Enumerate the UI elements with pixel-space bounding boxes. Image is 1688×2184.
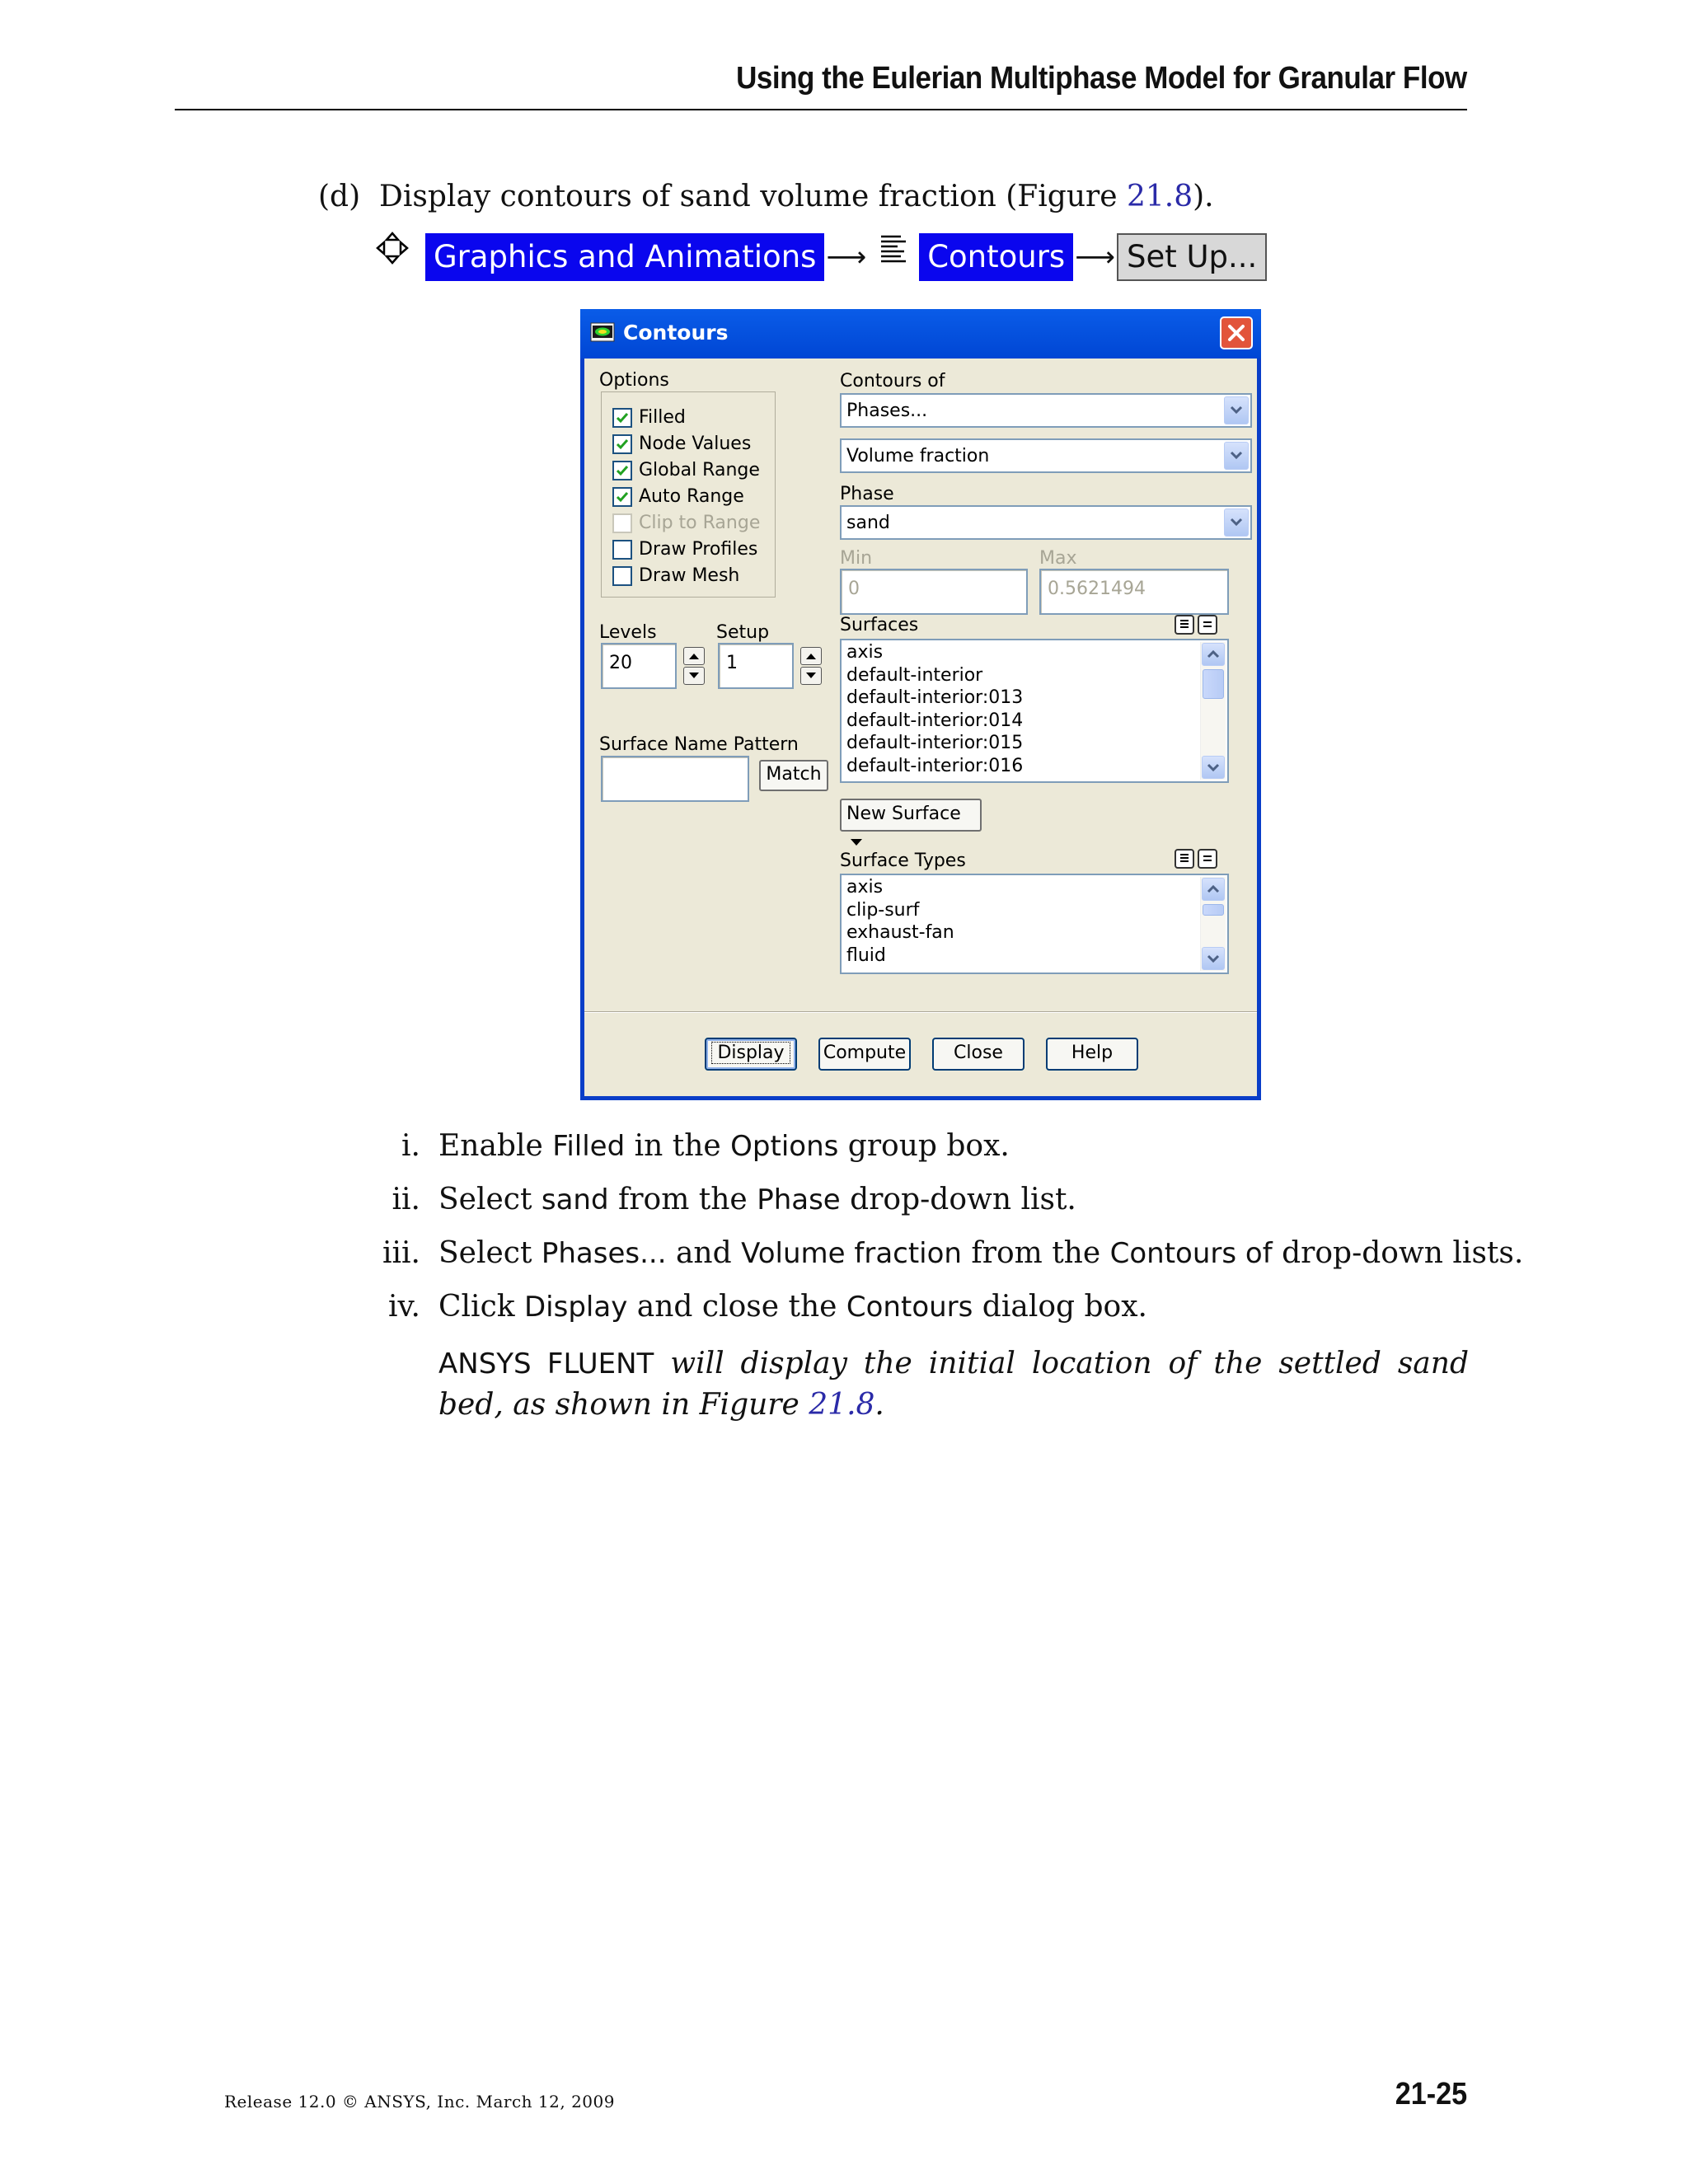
item-number: ii. xyxy=(392,1183,420,1216)
nav-graphics-and-animations[interactable]: Graphics and Animations xyxy=(425,233,824,281)
instruction-list xyxy=(363,1129,1524,1343)
item-number: iii. xyxy=(382,1236,420,1270)
dialog-titlebar[interactable] xyxy=(580,309,1261,359)
step-text: Display contours of sand volume fraction (Figure xyxy=(379,180,1127,213)
levels-increment-button[interactable] xyxy=(683,647,705,665)
surfaces-list[interactable] xyxy=(840,639,1229,783)
note-text: will display the initial location of the settled sand bed, as shown in Figure xyxy=(438,1347,1470,1422)
result-note xyxy=(438,1343,1469,1425)
min-value: 0 xyxy=(848,579,860,599)
list-item[interactable]: default-interior:016 xyxy=(846,755,1024,776)
setup-increment-button[interactable] xyxy=(800,647,822,665)
running-title: Using the Eulerian Multiphase Model for Granular Flow xyxy=(736,61,1467,96)
down-arrow-icon xyxy=(688,672,700,680)
select-all-surface-types-button[interactable] xyxy=(1175,849,1194,869)
checkbox-label: Draw Mesh xyxy=(639,565,740,586)
surface-types-scrollbar[interactable] xyxy=(1200,877,1226,971)
new-surface-menu-button[interactable] xyxy=(840,799,982,832)
contours-of-label: Contours of xyxy=(840,371,945,391)
deselect-all-icon xyxy=(1199,851,1216,867)
instruction-item xyxy=(363,1183,1467,1236)
ui-term: Options xyxy=(730,1130,839,1163)
list-item[interactable]: default-interior xyxy=(846,664,983,686)
match-button[interactable]: Match xyxy=(759,760,828,791)
select-all-icon xyxy=(1176,851,1193,867)
chevron-up-icon xyxy=(1203,879,1224,900)
checkbox-label: Clip to Range xyxy=(639,513,761,533)
checkbox-label: Node Values xyxy=(639,434,752,454)
text-run: group box. xyxy=(838,1129,1010,1163)
text-run: from the xyxy=(608,1183,757,1216)
item-text xyxy=(438,1290,1147,1324)
text-run: drop-down list. xyxy=(840,1183,1076,1216)
checkbox-node-values[interactable] xyxy=(612,434,632,454)
scroll-down-button[interactable] xyxy=(1202,756,1225,779)
text-run: Select xyxy=(438,1183,542,1216)
display-button[interactable] xyxy=(705,1038,797,1071)
chevron-down-icon xyxy=(1225,397,1248,424)
page-number: 21-25 xyxy=(1395,2077,1467,2111)
step-d xyxy=(318,180,1214,213)
instruction-item xyxy=(363,1290,1467,1343)
ui-term: Contours of xyxy=(1109,1237,1273,1270)
text-run: in the xyxy=(625,1129,731,1163)
checkbox-label: Draw Profiles xyxy=(639,539,758,560)
ui-term: Volume fraction xyxy=(741,1237,962,1270)
setup-input[interactable] xyxy=(718,643,794,689)
checkbox-auto-range[interactable] xyxy=(612,487,632,507)
contours-of-category-value: Phases... xyxy=(846,401,928,421)
item-text xyxy=(438,1236,1523,1270)
checkbox-global-range[interactable] xyxy=(612,461,632,480)
deselect-all-surfaces-button[interactable] xyxy=(1198,615,1217,635)
max-label: Max xyxy=(1039,548,1077,569)
list-item[interactable]: clip-surf xyxy=(846,899,920,921)
chevron-up-icon xyxy=(1203,644,1224,665)
close-button[interactable]: Close xyxy=(932,1038,1025,1071)
scroll-up-button[interactable] xyxy=(1202,878,1225,901)
text-run: Enable xyxy=(438,1129,553,1163)
checkbox-label: Auto Range xyxy=(639,486,744,507)
close-icon xyxy=(1221,318,1251,348)
levels-label: Levels xyxy=(599,622,657,643)
scroll-up-button[interactable] xyxy=(1202,643,1225,666)
display-button-label: Display xyxy=(711,1042,790,1064)
nav-set-up-button[interactable]: Set Up... xyxy=(1117,233,1267,281)
instruction-item xyxy=(363,1129,1467,1183)
min-field xyxy=(840,569,1028,615)
list-icon xyxy=(879,233,907,266)
note-end: . xyxy=(874,1388,884,1422)
dropdown-button[interactable] xyxy=(1224,442,1249,470)
navigation-path xyxy=(376,232,1267,282)
text-run: and xyxy=(666,1236,742,1270)
dialog-client-area xyxy=(584,359,1257,1096)
text-run: Click xyxy=(438,1290,524,1324)
list-item[interactable]: default-interior:015 xyxy=(846,733,1024,753)
item-text xyxy=(438,1183,1076,1216)
product-name: ANSYS FLUENT xyxy=(438,1347,654,1380)
dropdown-button[interactable] xyxy=(1224,509,1249,537)
checkmark-icon xyxy=(615,410,630,425)
ui-term: sand xyxy=(541,1183,609,1216)
surface-name-pattern-label: Surface Name Pattern xyxy=(599,734,799,755)
text-run: Select xyxy=(438,1236,542,1270)
button-bar-separator-highlight xyxy=(584,1012,1257,1013)
nav-contours[interactable]: Contours xyxy=(919,233,1073,281)
item-text xyxy=(438,1129,1010,1163)
close-window-button[interactable] xyxy=(1220,316,1253,349)
ui-term: Phase xyxy=(757,1183,841,1216)
nav-arrow: ⟶ xyxy=(1075,241,1115,274)
checkbox-clip-to-range xyxy=(612,513,632,533)
header-rule xyxy=(175,109,1467,110)
setup-label: Setup xyxy=(716,622,770,643)
checkmark-icon xyxy=(615,437,630,452)
up-arrow-icon xyxy=(805,652,817,660)
list-item[interactable]: axis xyxy=(846,877,884,898)
new-surface-label: New Surface xyxy=(846,804,961,824)
down-arrow-icon xyxy=(805,672,817,680)
phase-value: sand xyxy=(846,513,890,533)
item-number: i. xyxy=(401,1129,420,1163)
checkbox-draw-profiles[interactable] xyxy=(612,540,632,560)
levels-input[interactable] xyxy=(601,643,677,689)
up-arrow-icon xyxy=(688,652,700,660)
help-button[interactable]: Help xyxy=(1046,1038,1138,1071)
list-item[interactable]: default-interior:013 xyxy=(846,687,1024,708)
step-label: (d) xyxy=(318,180,361,213)
checkbox-label: Global Range xyxy=(639,460,760,480)
ui-term: Filled xyxy=(552,1130,626,1163)
checkmark-icon xyxy=(615,463,630,478)
scroll-down-button[interactable] xyxy=(1202,947,1225,970)
contours-of-category-select[interactable] xyxy=(840,393,1252,428)
setup-decrement-button[interactable] xyxy=(800,667,822,685)
surface-name-pattern-input[interactable] xyxy=(601,756,749,802)
caret-down-icon xyxy=(850,837,863,847)
list-item[interactable]: default-interior:014 xyxy=(846,710,1024,731)
dropdown-button[interactable] xyxy=(1224,396,1249,424)
list-item[interactable]: axis xyxy=(846,642,884,663)
contours-app-icon xyxy=(590,322,615,342)
nav-arrow: ⟶ xyxy=(826,241,867,274)
phase-label: Phase xyxy=(840,484,894,504)
deselect-all-surface-types-button[interactable] xyxy=(1198,849,1217,869)
levels-decrement-button[interactable] xyxy=(683,667,705,685)
phase-select[interactable] xyxy=(840,505,1252,540)
ui-term: Display xyxy=(524,1291,628,1324)
scroll-thumb[interactable] xyxy=(1203,904,1224,916)
checkbox-draw-mesh[interactable] xyxy=(612,566,632,586)
instruction-item xyxy=(363,1236,1524,1290)
surface-types-list[interactable] xyxy=(840,874,1229,974)
text-run: from the xyxy=(961,1236,1110,1270)
select-all-icon xyxy=(1176,616,1193,633)
move-arrows-icon xyxy=(376,232,409,265)
text-run: and close the xyxy=(627,1290,846,1324)
max-value: 0.5621494 xyxy=(1048,579,1146,599)
checkmark-icon xyxy=(615,490,630,504)
levels-value: 20 xyxy=(609,653,632,673)
max-field xyxy=(1039,569,1229,615)
select-all-surfaces-button[interactable] xyxy=(1175,615,1194,635)
deselect-all-icon xyxy=(1199,616,1216,633)
dialog-title: Contours xyxy=(623,321,729,344)
scroll-thumb[interactable] xyxy=(1203,669,1224,699)
figure-link[interactable]: 21.8 xyxy=(1126,180,1193,213)
ui-term: Contours xyxy=(846,1291,973,1324)
contours-of-quantity-select[interactable] xyxy=(840,438,1252,473)
options-label: Options xyxy=(599,370,669,391)
chevron-down-icon xyxy=(1203,948,1224,969)
release-info: Release 12.0 © ANSYS, Inc. March 12, 2009 xyxy=(224,2092,615,2111)
contours-dialog xyxy=(580,309,1261,1100)
surfaces-label: Surfaces xyxy=(840,615,919,635)
chevron-down-icon xyxy=(1203,757,1224,778)
min-label: Min xyxy=(840,548,873,569)
checkbox-filled[interactable] xyxy=(612,408,632,428)
setup-value: 1 xyxy=(726,653,738,673)
chevron-down-icon xyxy=(1225,443,1248,469)
compute-button[interactable]: Compute xyxy=(818,1038,911,1071)
checkbox-label: Filled xyxy=(639,407,686,428)
surfaces-scrollbar[interactable] xyxy=(1200,642,1226,780)
contours-of-quantity-value: Volume fraction xyxy=(846,446,990,466)
ui-term: Phases... xyxy=(541,1237,667,1270)
list-item[interactable]: fluid xyxy=(846,944,886,966)
figure-link[interactable]: 21.8 xyxy=(809,1388,875,1422)
list-item[interactable]: exhaust-fan xyxy=(846,922,954,943)
step-text-end: ). xyxy=(1193,180,1214,213)
text-run: dialog box. xyxy=(973,1290,1147,1324)
text-run: drop-down lists. xyxy=(1272,1236,1524,1270)
item-number: iv. xyxy=(387,1290,420,1324)
surface-types-label: Surface Types xyxy=(840,851,966,871)
chevron-down-icon xyxy=(1225,509,1248,536)
